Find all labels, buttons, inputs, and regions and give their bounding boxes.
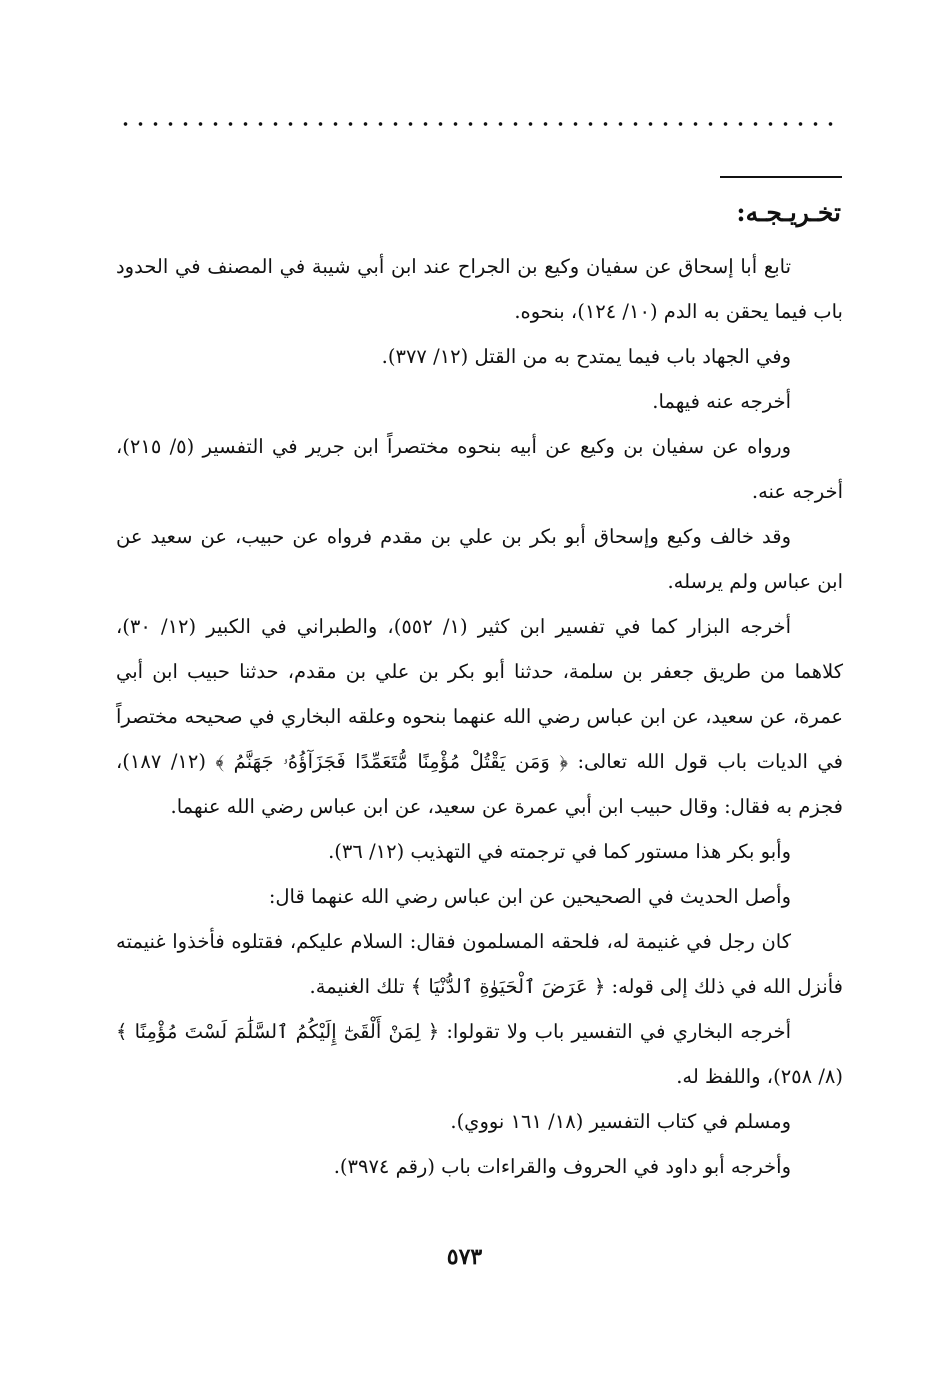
paragraph: وأخرجه أبو داود في الحروف والقراءات باب (رقم ٣٩٧٤). bbox=[333, 1155, 791, 1178]
paragraph: ورواه عن سفيان بن وكيع عن أبيه بنحوه مختصراً ابن جرير في التفسير (٥/ ٢١٥)، أخرجه عنه. bbox=[116, 435, 843, 503]
paragraph: وأبو بكر هذا مستور كما في ترجمته في التهذيب (١٢/ ٣٦). bbox=[328, 840, 791, 863]
paragraph: كان رجل في غنيمة له، فلحقه المسلمون فقال: السلام عليكم، فقتلوه فأخذوا غنيمته فأنزل الله في ذلك إلى قوله: ﴿ عَرَضَ ٱلْحَيَوٰةِ ٱلدُّنْيَا ﴾ تلك الغنيمة. bbox=[116, 930, 843, 998]
paragraph: وقد خالف وكيع وإسحاق أبو بكر بن علي بن مقدم فرواه عن حبيب، عن سعيد عن ابن عباس ولم يرسله. bbox=[116, 525, 843, 593]
paragraph: أخرجه البزار كما في تفسير ابن كثير (١/ ٥٥٢)، والطبراني في الكبير (١٢/ ٣٠)، كلاهما من طريق جعفر بن سلمة، حدثنا أبو بكر بن علي بن مقدم، حدثنا حبيب ابن أبي عمرة، عن سعيد، عن ابن عباس رضي الله عنهما بنحوه وعلقه البخاري في صحيحه مختصراً في الديات باب قول الله تعالى: ﴿ وَمَن يَقْتُلْ مُؤْمِنًا مُّتَعَمِّدًا فَجَزَآؤُهُۥ جَهَنَّمُ ﴾ (١٢/ ١٨٧)، فجزم به فقال: وقال حبيب ابن أبي عمرة عن سعيد، عن ابن عباس رضي الله عنهما. bbox=[116, 615, 843, 818]
paragraph: أخرجه عنه فيهما. bbox=[652, 390, 791, 413]
footnote-rule bbox=[720, 176, 842, 178]
paragraph: أخرجه البخاري في التفسير باب ولا تقولوا: ﴿ لِمَنْ أَلْقَىٰٓ إِلَيْكُمُ ٱلسَّلَٰمَ لَسْتَ مُؤْمِنًا ﴾ (٨/ ٢٥٨)، واللفظ له. bbox=[116, 1020, 843, 1088]
section-heading: تخـريـجـه: bbox=[736, 198, 841, 227]
dotted-separator bbox=[118, 120, 840, 128]
body-text bbox=[116, 244, 843, 1189]
paragraph: ومسلم في كتاب التفسير (١٨/ ١٦١ نووي). bbox=[450, 1110, 791, 1133]
paragraph: وفي الجهاد باب فيما يمتدح به من القتل (١٢/ ٣٧٧). bbox=[381, 345, 791, 368]
paragraph: تابع أبا إسحاق عن سفيان وكيع بن الجراح عند ابن أبي شيبة في المصنف في الحدود باب فيما يحقن به الدم (١٠/ ١٢٤)، بنحوه. bbox=[116, 255, 843, 323]
page-number: ٥٧٣ bbox=[446, 1244, 483, 1270]
paragraph: وأصل الحديث في الصحيحين عن ابن عباس رضي الله عنهما قال: bbox=[268, 885, 791, 908]
